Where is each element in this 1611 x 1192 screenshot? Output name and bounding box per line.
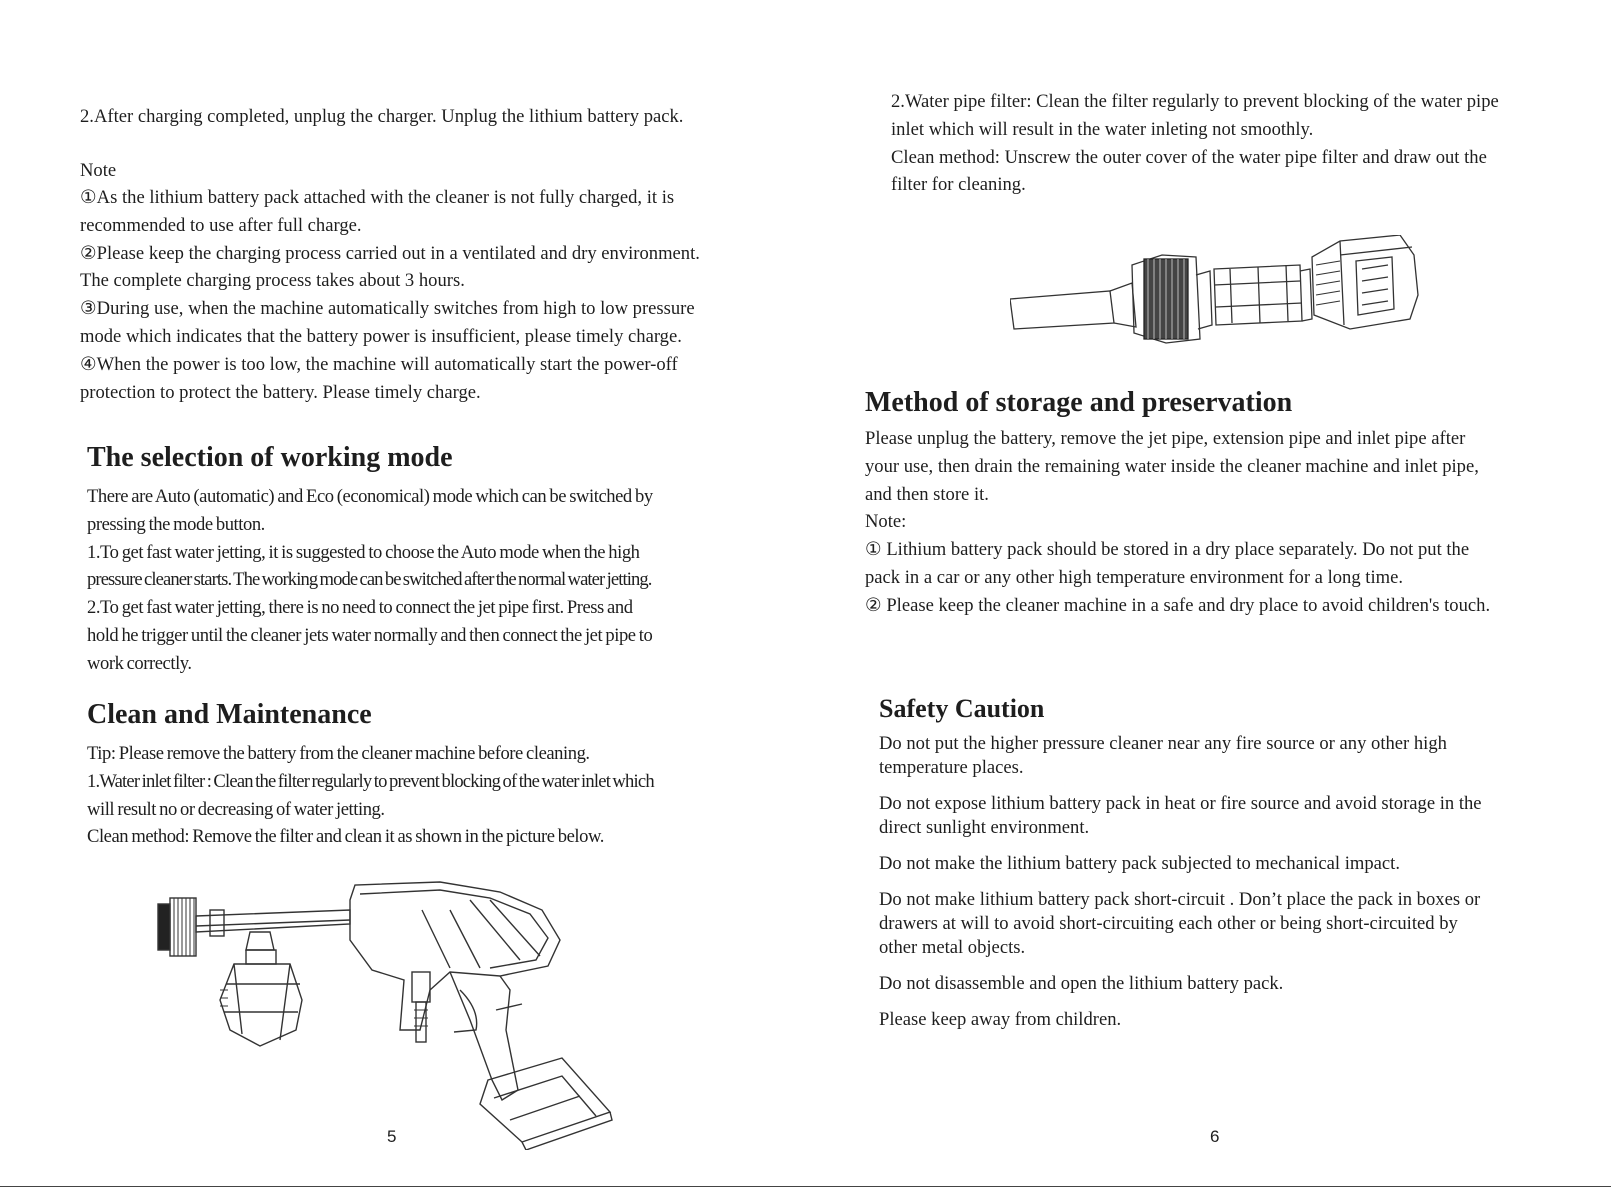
- maintenance-text: [87, 740, 654, 851]
- safety-line: temperature places.: [879, 757, 1024, 778]
- storage-heading: Method of storage and preservation: [865, 387, 1293, 418]
- safety-line: Do not put the higher pressure cleaner near any fire source or any other high: [879, 733, 1447, 754]
- safety-item: [879, 888, 1480, 960]
- page-number: 6: [1210, 1127, 1220, 1146]
- note-line: recommended to use after full charge.: [80, 214, 362, 236]
- filter-line: 2.Water pipe filter: Clean the filter regularly to prevent blocking of the water pipe: [891, 91, 1499, 112]
- safety-item: [879, 972, 1283, 996]
- maintenance-line: will result no or decreasing of water jetting.: [87, 798, 385, 820]
- page-number: 5: [387, 1127, 397, 1146]
- storage-text: [865, 425, 1490, 620]
- safety-line: Do not make lithium battery pack short-circuit . Don’t place the pack in boxes or: [879, 889, 1481, 910]
- charging-notes: [80, 184, 700, 406]
- left-page: [0, 0, 805, 1192]
- mode-line: pressing the mode button.: [87, 513, 265, 535]
- filter-line: inlet which will result in the water inleting not smoothly.: [891, 118, 1314, 140]
- maintenance-line: 1.Water inlet filter : Clean the filter regularly to prevent blocking of the water inlet which: [87, 770, 654, 792]
- safety-line: Do not disassemble and open the lithium battery pack.: [879, 973, 1284, 994]
- note-line: The complete charging process takes about 3 hours.: [80, 270, 465, 292]
- mode-line: work correctly.: [87, 652, 192, 674]
- filter-line: filter for cleaning.: [891, 174, 1026, 196]
- charging-step-2: [80, 103, 683, 131]
- right-page: [805, 0, 1611, 1192]
- safety-line: other metal objects.: [879, 937, 1026, 958]
- filter-line: Clean method: Unscrew the outer cover of the water pipe filter and draw out the: [891, 146, 1487, 168]
- safety-item: [879, 1008, 1121, 1032]
- note-line: ②Please keep the charging process carried out in a ventilated and dry environment.: [80, 242, 700, 264]
- safety-item: [879, 852, 1400, 876]
- safety-item: [879, 792, 1482, 840]
- note-line: ①As the lithium battery pack attached with the cleaner is not fully charged, it is: [80, 187, 675, 208]
- maintenance-line: Tip: Please remove the battery from the cleaner machine before cleaning.: [87, 743, 590, 764]
- water-pipe-filter-text: [891, 88, 1499, 199]
- safety-line: Do not expose lithium battery pack in heat or fire source and avoid storage in the: [879, 793, 1482, 814]
- storage-line: and then store it.: [865, 483, 989, 505]
- note-line: ③During use, when the machine automatically switches from high to low pressure: [80, 298, 695, 320]
- safety-line: Please keep away from children.: [879, 1009, 1122, 1030]
- mode-line: 1.To get fast water jetting, it is suggested to choose the Auto mode when the high: [87, 541, 640, 563]
- maintenance-line: Clean method: Remove the filter and clean it as shown in the picture below.: [87, 826, 604, 848]
- note-line: protection to protect the battery. Please timely charge.: [80, 381, 481, 403]
- maintenance-heading: Clean and Maintenance: [87, 699, 372, 730]
- safety-line: drawers at will to avoid short-circuiting each other or being short-circuited by: [879, 913, 1458, 934]
- safety-item: [879, 732, 1447, 780]
- storage-line: Note:: [865, 511, 907, 533]
- safety-line: Do not make the lithium battery pack subjected to mechanical impact.: [879, 853, 1400, 874]
- storage-line: ② Please keep the cleaner machine in a safe and dry place to avoid children's touch.: [865, 594, 1491, 616]
- text-line: 2.After charging completed, unplug the charger. Unplug the lithium battery pack.: [80, 106, 684, 127]
- water-pipe-filter-icon: [1010, 235, 1420, 345]
- storage-line: your use, then drain the remaining water inside the cleaner machine and inlet pipe,: [865, 455, 1479, 477]
- safety-line: direct sunlight environment.: [879, 817, 1090, 838]
- working-mode-text: [87, 483, 653, 678]
- storage-line: Please unplug the battery, remove the jet pipe, extension pipe and inlet pipe after: [865, 428, 1466, 449]
- mode-line: 2.To get fast water jetting, there is no need to connect the jet pipe first. Press and: [87, 597, 633, 619]
- mode-line: pressure cleaner starts. The working mode can be switched after the normal water jetting.: [87, 569, 652, 591]
- storage-line: ① Lithium battery pack should be stored in a dry place separately. Do not put the: [865, 539, 1470, 561]
- note-line: mode which indicates that the battery power is insufficient, please timely charge.: [80, 325, 682, 347]
- working-mode-heading: The selection of working mode: [87, 442, 453, 473]
- note-line: ④When the power is too low, the machine will automatically start the power-off: [80, 353, 678, 375]
- safety-heading: Safety Caution: [879, 694, 1045, 723]
- mode-line: There are Auto (automatic) and Eco (economical) mode which can be switched by: [87, 486, 653, 507]
- bottom-rule: [0, 1186, 1611, 1187]
- storage-line: pack in a car or any other high temperature environment for a long time.: [865, 566, 1403, 588]
- note-label: Note: [80, 160, 117, 181]
- mode-line: hold he trigger until the cleaner jets water normally and then connect the jet pipe to: [87, 624, 653, 646]
- pressure-washer-gun-icon: [150, 880, 630, 1150]
